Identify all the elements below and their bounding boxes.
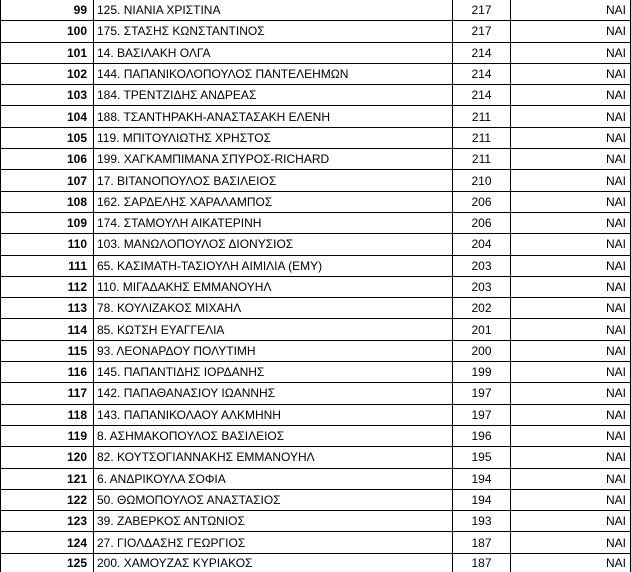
rank-cell: 107 — [1, 170, 94, 191]
candidate-name-cell: 50. ΘΩΜΟΠΟΥΛΟΣ ΑΝΑΣΤΑΣΙΟΣ — [94, 489, 453, 510]
eligible-cell: ΝΑΙ — [511, 85, 631, 106]
score-cell: 193 — [453, 511, 511, 532]
rank-cell: 112 — [1, 276, 94, 297]
table-row — [1, 170, 631, 191]
table-row — [1, 42, 631, 63]
score-cell: 195 — [453, 447, 511, 468]
score-cell: 206 — [453, 191, 511, 212]
score-cell: 196 — [453, 425, 511, 446]
score-cell: 206 — [453, 212, 511, 233]
rank-cell: 101 — [1, 42, 94, 63]
candidate-name-cell: 85. ΚΩΤΣΗ ΕΥΑΓΓΕΛΙΑ — [94, 319, 453, 340]
score-cell: 203 — [453, 276, 511, 297]
score-cell: 194 — [453, 468, 511, 489]
table-row — [1, 489, 631, 510]
score-cell: 201 — [453, 319, 511, 340]
candidate-name-cell: 6. ΑΝΔΡΙΚΟΥΛΑ ΣΟΦΙΑ — [94, 468, 453, 489]
candidate-name-cell: 8. ΑΣΗΜΑΚΟΠΟΥΛΟΣ ΒΑΣΙΛΕΙΟΣ — [94, 425, 453, 446]
rank-cell: 119 — [1, 425, 94, 446]
table-row — [1, 511, 631, 532]
table-row — [1, 63, 631, 84]
candidate-name-cell: 200. ΧΑΜΟΥΖΑΣ ΚΥΡΙΑΚΟΣ — [94, 553, 453, 572]
candidate-name-cell: 103. ΜΑΝΩΛΟΠΟΥΛΟΣ ΔΙΟΝΥΣΙΟΣ — [94, 234, 453, 255]
eligible-cell: ΝΑΙ — [511, 404, 631, 425]
eligible-cell: ΝΑΙ — [511, 127, 631, 148]
candidate-name-cell: 110. ΜΙΓΑΔΑΚΗΣ ΕΜΜΑΝΟΥΗΛ — [94, 276, 453, 297]
score-cell: 204 — [453, 234, 511, 255]
eligible-cell: ΝΑΙ — [511, 106, 631, 127]
candidate-name-cell: 125. ΝΙΑΝΙΑ ΧΡΙΣΤΙΝΑ — [94, 0, 453, 21]
table-row — [1, 106, 631, 127]
eligible-cell: ΝΑΙ — [511, 340, 631, 361]
candidate-name-cell: 142. ΠΑΠΑΘΑΝΑΣΙΟΥ ΙΩΑΝΝΗΣ — [94, 383, 453, 404]
rank-cell: 120 — [1, 447, 94, 468]
eligible-cell: ΝΑΙ — [511, 298, 631, 319]
rank-cell: 124 — [1, 532, 94, 553]
eligible-cell: ΝΑΙ — [511, 319, 631, 340]
rank-cell: 109 — [1, 212, 94, 233]
eligible-cell: ΝΑΙ — [511, 532, 631, 553]
rank-cell: 111 — [1, 255, 94, 276]
rank-cell: 114 — [1, 319, 94, 340]
eligible-cell: ΝΑΙ — [511, 0, 631, 21]
score-cell: 187 — [453, 532, 511, 553]
score-cell: 217 — [453, 0, 511, 21]
score-cell: 217 — [453, 21, 511, 42]
eligible-cell: ΝΑΙ — [511, 362, 631, 383]
score-cell: 211 — [453, 149, 511, 170]
table-row — [1, 425, 631, 446]
table-row — [1, 362, 631, 383]
candidate-name-cell: 143. ΠΑΠΑΝΙΚΟΛΑΟΥ ΑΛΚΜΗΝΗ — [94, 404, 453, 425]
rank-cell: 116 — [1, 362, 94, 383]
table-row — [1, 447, 631, 468]
eligible-cell: ΝΑΙ — [511, 383, 631, 404]
eligible-cell: ΝΑΙ — [511, 255, 631, 276]
eligible-cell: ΝΑΙ — [511, 170, 631, 191]
score-cell: 214 — [453, 63, 511, 84]
table-row — [1, 532, 631, 553]
rank-cell: 123 — [1, 511, 94, 532]
eligible-cell: ΝΑΙ — [511, 63, 631, 84]
candidate-name-cell: 27. ΓΙΟΛΔΑΣΗΣ ΓΕΩΡΓΙΟΣ — [94, 532, 453, 553]
score-cell: 214 — [453, 85, 511, 106]
rank-cell: 121 — [1, 468, 94, 489]
table-row — [1, 276, 631, 297]
table-row — [1, 319, 631, 340]
candidate-name-cell: 39. ΖΑΒΕΡΚΟΣ ΑΝΤΩΝΙΟΣ — [94, 511, 453, 532]
score-cell: 203 — [453, 255, 511, 276]
candidate-name-cell: 93. ΛΕΟΝΑΡΔΟΥ ΠΟΛΥΤΙΜΗ — [94, 340, 453, 361]
candidate-name-cell: 14. ΒΑΣΙΛΑΚΗ ΟΛΓΑ — [94, 42, 453, 63]
candidate-name-cell: 65. ΚΑΣΙΜΑΤΗ-ΤΑΣΙΟΥΛΗ ΑΙΜΙΛΙΑ (ΕΜΥ) — [94, 255, 453, 276]
candidate-name-cell: 174. ΣΤΑΜΟΥΛΗ ΑΙΚΑΤΕΡΙΝΗ — [94, 212, 453, 233]
eligible-cell: ΝΑΙ — [511, 553, 631, 572]
candidate-name-cell: 144. ΠΑΠΑΝΙΚΟΛΟΠΟΥΛΟΣ ΠΑΝΤΕΛΕΗΜΩΝ — [94, 63, 453, 84]
score-cell: 197 — [453, 383, 511, 404]
results-table-body — [1, 0, 631, 572]
rank-cell: 102 — [1, 63, 94, 84]
table-row — [1, 468, 631, 489]
eligible-cell: ΝΑΙ — [511, 447, 631, 468]
eligible-cell: ΝΑΙ — [511, 468, 631, 489]
candidate-name-cell: 175. ΣΤΑΣΗΣ ΚΩΝΣΤΑΝΤΙΝΟΣ — [94, 21, 453, 42]
score-cell: 211 — [453, 106, 511, 127]
score-cell: 187 — [453, 553, 511, 572]
score-cell: 197 — [453, 404, 511, 425]
table-row — [1, 191, 631, 212]
table-row — [1, 21, 631, 42]
score-cell: 202 — [453, 298, 511, 319]
rank-cell: 125 — [1, 553, 94, 572]
table-row — [1, 553, 631, 572]
eligible-cell: ΝΑΙ — [511, 489, 631, 510]
score-cell: 200 — [453, 340, 511, 361]
table-row — [1, 149, 631, 170]
eligible-cell: ΝΑΙ — [511, 149, 631, 170]
rank-cell: 117 — [1, 383, 94, 404]
eligible-cell: ΝΑΙ — [511, 212, 631, 233]
rank-cell: 105 — [1, 127, 94, 148]
eligible-cell: ΝΑΙ — [511, 276, 631, 297]
rank-cell: 99 — [1, 0, 94, 21]
score-cell: 199 — [453, 362, 511, 383]
candidate-name-cell: 199. ΧΑΓΚΑΜΠΙΜΑΝΑ ΣΠΥΡΟΣ-RICHARD — [94, 149, 453, 170]
rank-cell: 100 — [1, 21, 94, 42]
score-cell: 211 — [453, 127, 511, 148]
rank-cell: 104 — [1, 106, 94, 127]
eligible-cell: ΝΑΙ — [511, 511, 631, 532]
rank-cell: 122 — [1, 489, 94, 510]
eligible-cell: ΝΑΙ — [511, 42, 631, 63]
table-row — [1, 340, 631, 361]
candidate-name-cell: 145. ΠΑΠΑΝΤΙΔΗΣ ΙΟΡΔΑΝΗΣ — [94, 362, 453, 383]
eligible-cell: ΝΑΙ — [511, 191, 631, 212]
rank-cell: 118 — [1, 404, 94, 425]
candidate-name-cell: 82. ΚΟΥΤΣΟΓΙΑΝΝΑΚΗΣ ΕΜΜΑΝΟΥΗΛ — [94, 447, 453, 468]
table-row — [1, 234, 631, 255]
table-row — [1, 298, 631, 319]
eligible-cell: ΝΑΙ — [511, 21, 631, 42]
candidate-name-cell: 78. ΚΟΥΛΙΖΑΚΟΣ ΜΙΧΑΗΛ — [94, 298, 453, 319]
table-row — [1, 383, 631, 404]
table-row — [1, 0, 631, 21]
rank-cell: 113 — [1, 298, 94, 319]
rank-cell: 108 — [1, 191, 94, 212]
score-cell: 214 — [453, 42, 511, 63]
eligible-cell: ΝΑΙ — [511, 425, 631, 446]
table-row — [1, 85, 631, 106]
table-row — [1, 255, 631, 276]
table-row — [1, 212, 631, 233]
candidate-name-cell: 188. ΤΣΑΝΤΗΡΑΚΗ-ΑΝΑΣΤΑΣΑΚΗ ΕΛΕΝΗ — [94, 106, 453, 127]
score-cell: 194 — [453, 489, 511, 510]
table-row — [1, 127, 631, 148]
rank-cell: 115 — [1, 340, 94, 361]
rank-cell: 106 — [1, 149, 94, 170]
table-row — [1, 404, 631, 425]
rank-cell: 110 — [1, 234, 94, 255]
rank-cell: 103 — [1, 85, 94, 106]
candidate-name-cell: 184. ΤΡΕΝΤΖΙΔΗΣ ΑΝΔΡΕΑΣ — [94, 85, 453, 106]
candidate-name-cell: 119. ΜΠΙΤΟΥΛΙΩΤΗΣ ΧΡΗΣΤΟΣ — [94, 127, 453, 148]
candidate-name-cell: 162. ΣΑΡΔΕΛΗΣ ΧΑΡΑΛΑΜΠΟΣ — [94, 191, 453, 212]
candidate-name-cell: 17. ΒΙΤΑΝΟΠΟΥΛΟΣ ΒΑΣΙΛΕΙΟΣ — [94, 170, 453, 191]
score-cell: 210 — [453, 170, 511, 191]
eligible-cell: ΝΑΙ — [511, 234, 631, 255]
